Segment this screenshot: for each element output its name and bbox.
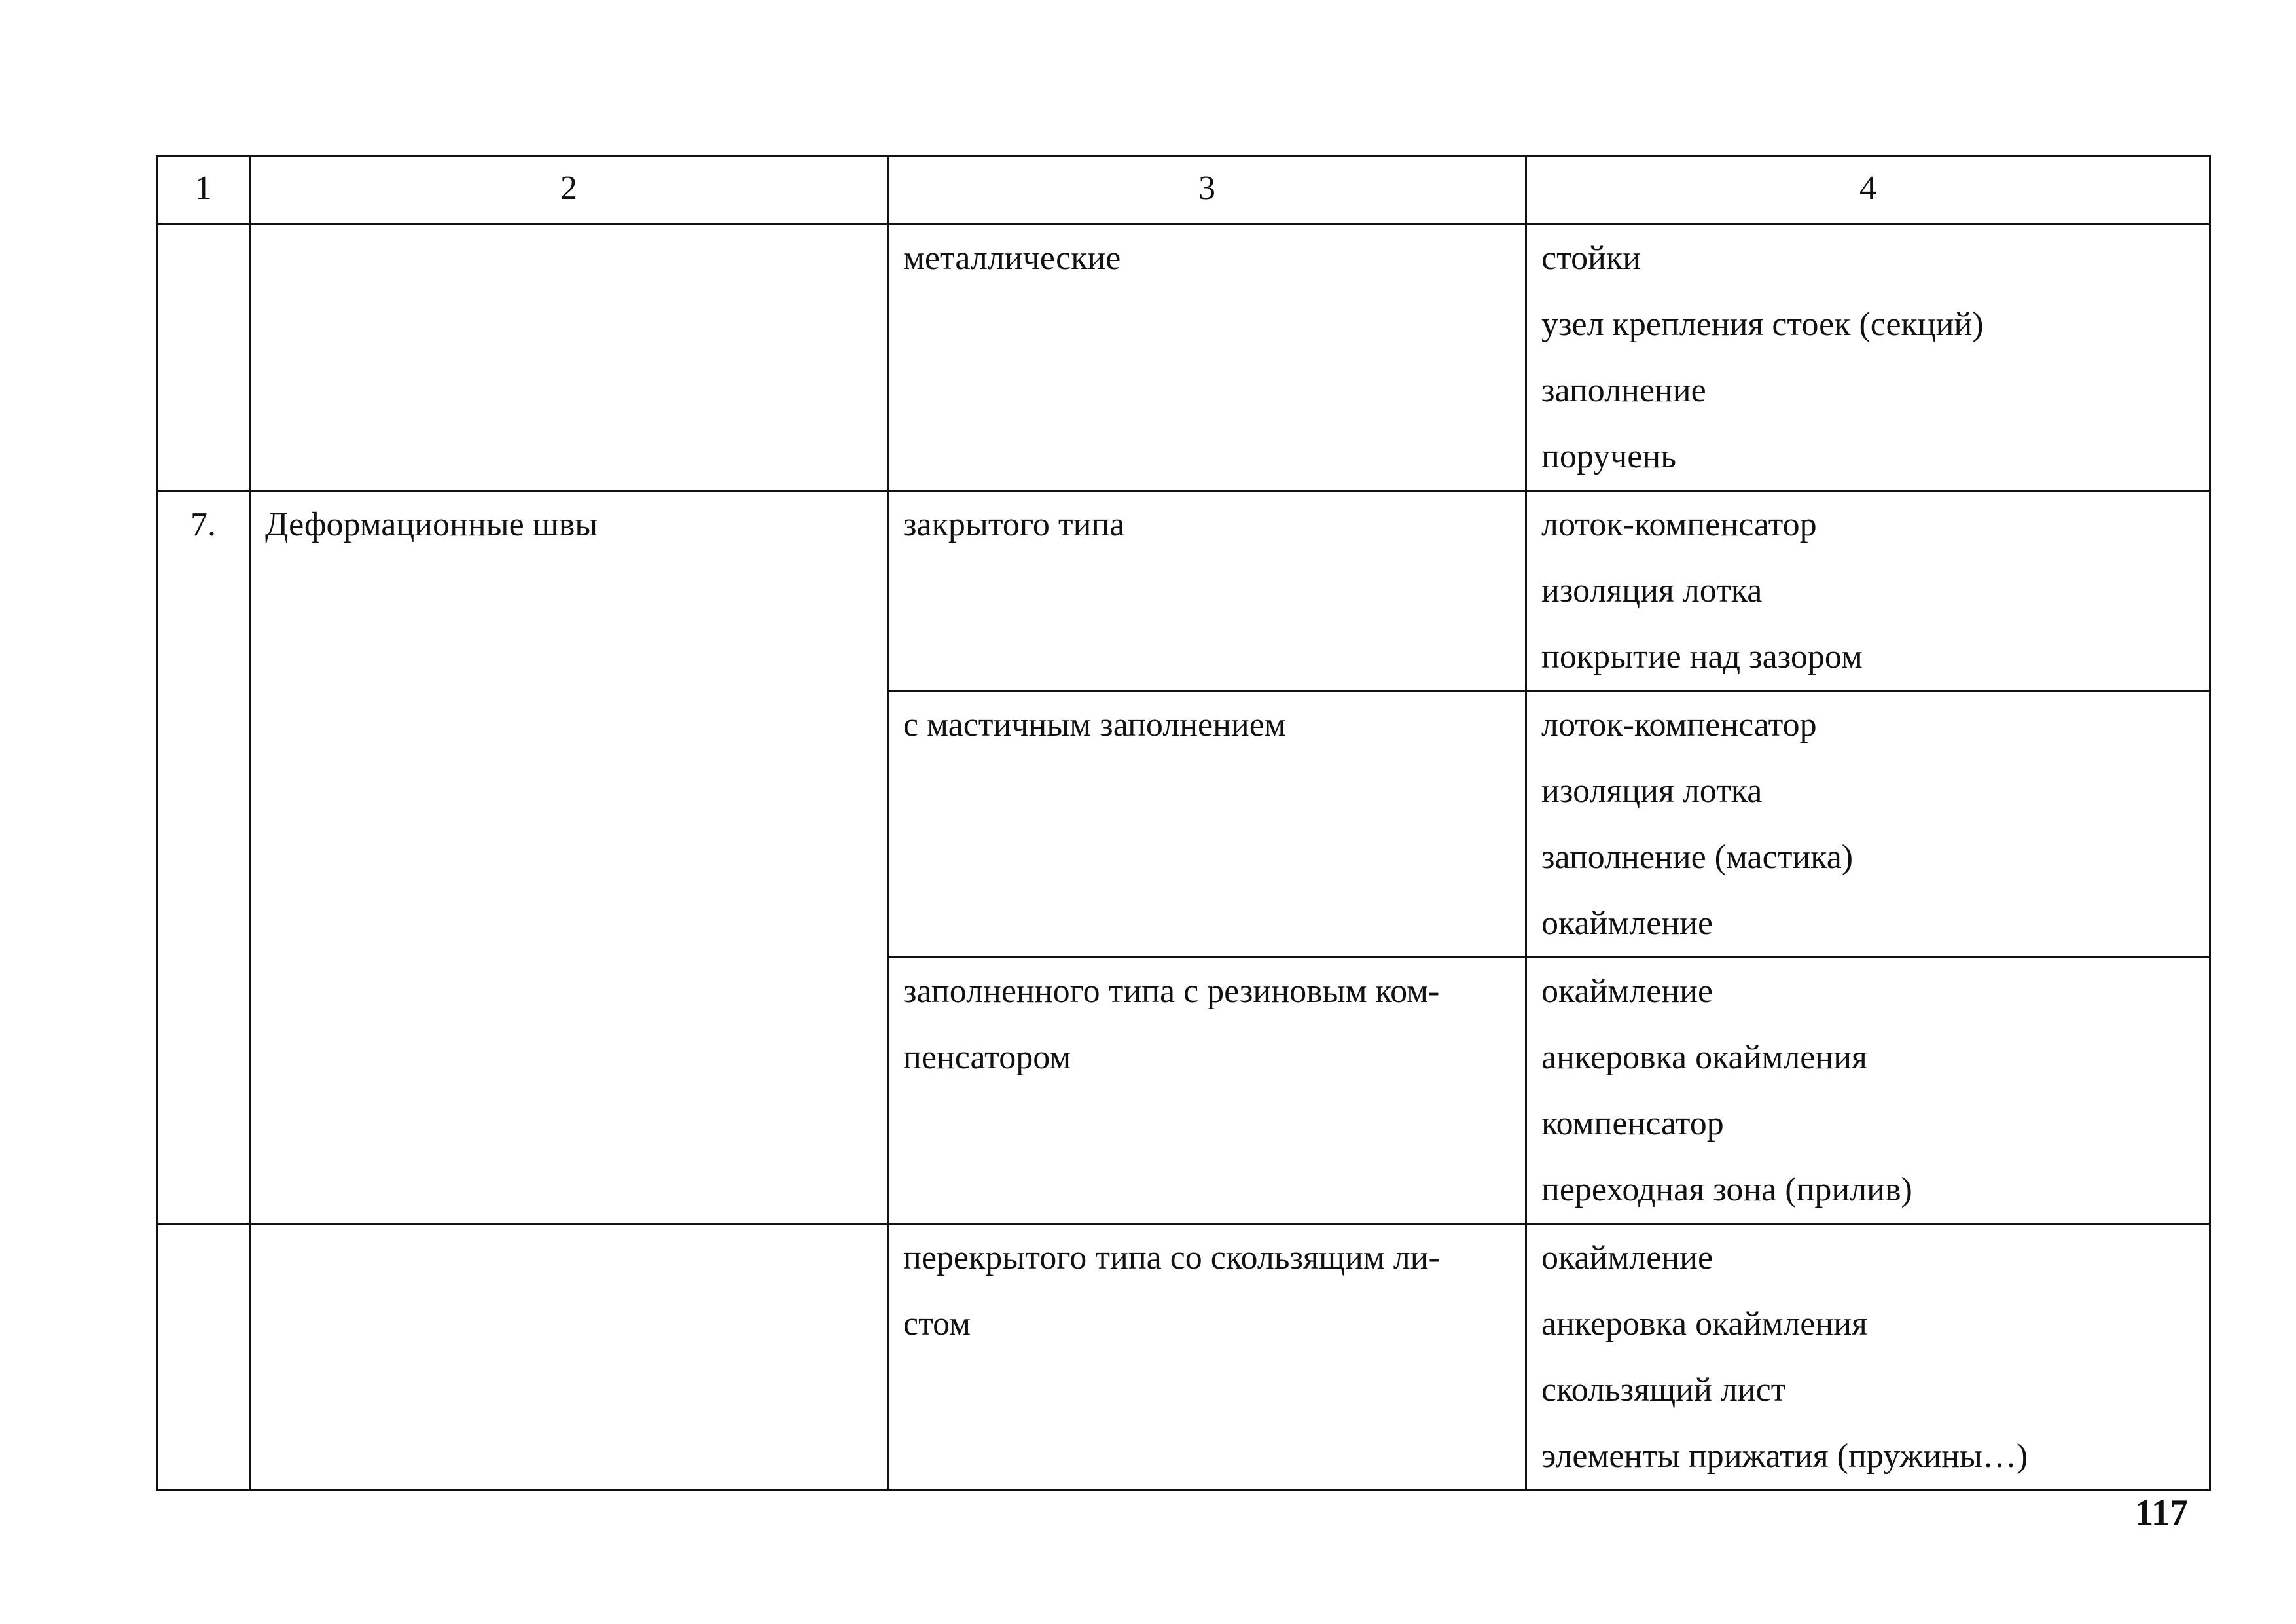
element-type-cell [888,491,1526,691]
specification-table [156,155,2211,1491]
components-cell [1526,958,2210,1224]
component-item: изоляция лотка [1541,772,1763,810]
component-item: лоток-компенсатор [1541,706,1817,744]
component-item: покрытие над зазором [1541,638,1863,676]
component-item: анкеровка окаймления [1541,1039,1867,1076]
component-item: компенсатор [1541,1105,1724,1142]
row-number-cell: 7. [157,491,250,1224]
component-item: заполнение (мастика) [1541,839,1854,876]
component-item: окаймление [1541,973,1713,1010]
element-type-text: перекрытого типа со скользящим ли- [903,1239,1440,1276]
component-item: переходная зона (прилив) [1541,1171,1912,1208]
element-type-cell [888,225,1526,491]
element-type-text: заполненного типа с резиновым ком- [903,973,1440,1010]
components-cell [1526,491,2210,691]
component-item: стойки [1541,240,1641,277]
header-cell-2: 2 [250,156,888,225]
element-type-cell [888,958,1526,1224]
component-item: скользящий лист [1541,1371,1786,1409]
element-type-text: закрытого типа [903,506,1125,543]
component-item: анкеровка окаймления [1541,1305,1867,1343]
page-number: 117 [2135,1492,2188,1533]
table-header-row [157,156,2210,225]
element-type-text: пенсатором [903,1039,1071,1076]
table-row [157,225,2210,491]
components-cell [1526,691,2210,958]
component-item: поручень [1541,438,1676,475]
component-item: элементы прижатия (пружины…) [1541,1437,2028,1475]
table-row [157,491,2210,691]
element-type-text: с мастичным заполнением [903,706,1286,744]
element-name-cell [250,225,888,491]
element-name-cell [250,1224,888,1490]
table-row [157,1224,2210,1490]
header-cell-4: 4 [1526,156,2210,225]
components-cell [1526,225,2210,491]
element-type-cell [888,1224,1526,1490]
components-cell [1526,1224,2210,1490]
header-cell-1: 1 [157,156,250,225]
component-item: заполнение [1541,372,1706,409]
component-item: окаймление [1541,1239,1713,1276]
element-type-cell [888,691,1526,958]
row-number-cell [157,1224,250,1490]
header-cell-3: 3 [888,156,1526,225]
row-number-cell [157,225,250,491]
component-item: окаймление [1541,905,1713,942]
component-item: лоток-компенсатор [1541,506,1817,543]
component-item: узел крепления стоек (секций) [1541,306,1984,343]
component-item: изоляция лотка [1541,572,1763,609]
element-type-text: металлические [903,240,1121,277]
element-name-text: Деформационные швы [265,506,598,543]
element-type-text: стом [903,1305,971,1343]
element-name-cell [250,491,888,1224]
